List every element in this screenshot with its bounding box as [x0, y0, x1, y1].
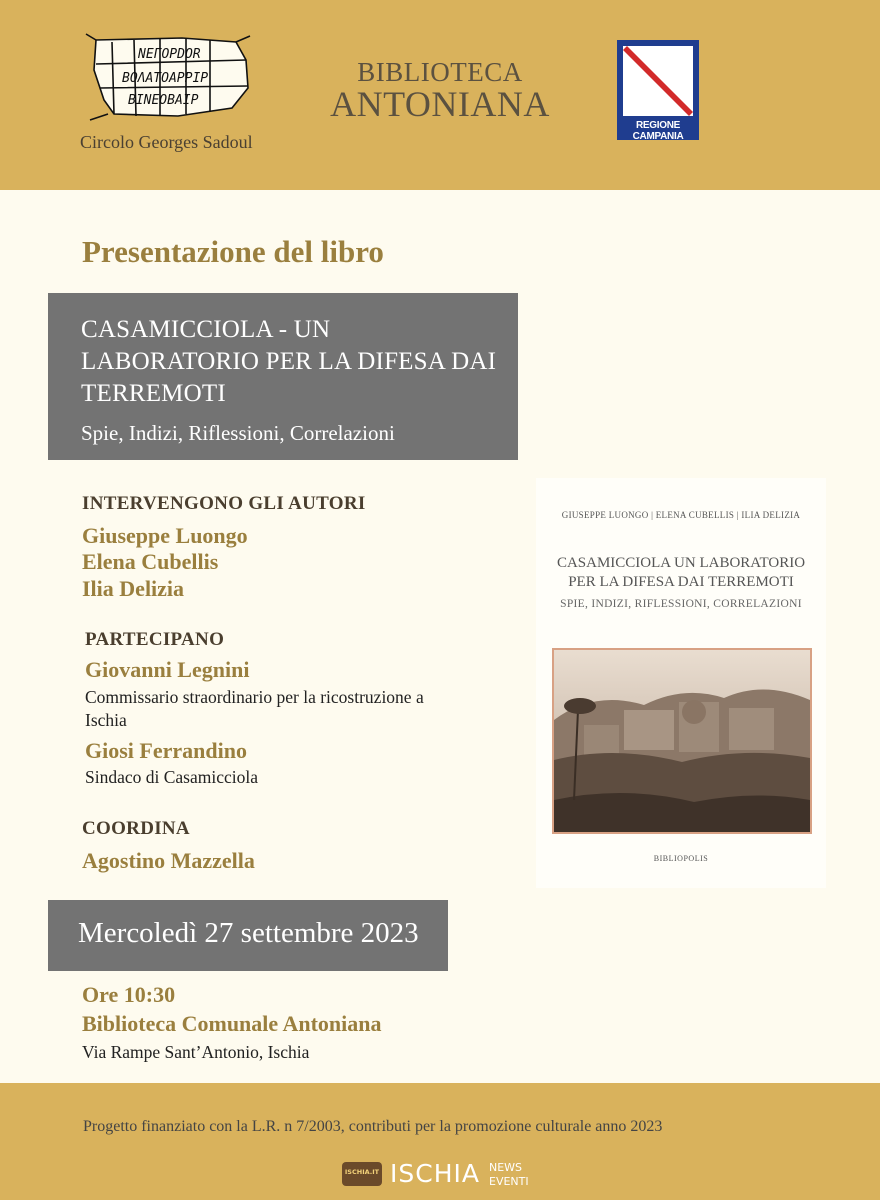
book-title: CASAMICCIOLA - UN LABORATORIO PER LA DIFESA DAI TERREMOTI	[81, 316, 497, 407]
engraving-illustration	[554, 650, 810, 832]
region-label: REGIONE CAMPANIA	[632, 120, 684, 142]
book-subtitle: Spie, Indizi, Riflessioni, Correlazioni	[81, 421, 395, 445]
library-title-line2: ANTONIANA	[330, 84, 550, 125]
cover-authors: GIUSEPPE LUONGO | ELENA CUBELLIS | ILIA DELIZIA	[561, 510, 801, 520]
author-name: Giuseppe Luongo	[82, 523, 248, 548]
logo-events-text: EVENTI	[489, 1175, 529, 1188]
book-title-box	[48, 293, 518, 460]
participant-name: Giosi Ferrandino	[85, 738, 247, 763]
badge-text: ISCHIA.IT	[344, 1168, 380, 1176]
event-venue: Biblioteca Comunale Antoniana	[82, 1011, 382, 1036]
book-cover	[536, 478, 826, 888]
coordinator-name: Agostino Mazzella	[82, 848, 255, 873]
participants-label: PARTECIPANO	[85, 629, 225, 650]
circolo-sadoul-logo	[82, 30, 254, 122]
logo-main-text: ISCHIA	[390, 1159, 480, 1188]
logo-line-2: BOΛATOAPPIP	[122, 71, 209, 86]
logo-news-text: NEWS	[489, 1161, 523, 1174]
event-address: Via Rampe Sant’Antonio, Ischia	[82, 1042, 310, 1062]
cover-title-line2: PER LA DIFESA DAI TERREMOTI	[568, 574, 794, 590]
event-date: Mercoledì 27 settembre 2023	[78, 917, 419, 949]
library-title	[300, 58, 580, 124]
author-name: Elena Cubellis	[82, 549, 219, 574]
cover-title-line1: CASAMICCIOLA UN LABORATORIO	[556, 555, 806, 571]
cover-publisher: BIBLIOPOLIS	[653, 854, 709, 863]
library-title-line1: BIBLIOTECA	[357, 57, 523, 87]
participant-role: Commissario straordinario per la ricostruzione a Ischia	[85, 687, 424, 730]
author-name: Ilia Delizia	[82, 576, 185, 601]
cover-subtitle: SPIE, INDIZI, RIFLESSIONI, CORRELAZIONI	[560, 598, 802, 610]
logo-line-1: NEΓOPDOR	[138, 47, 201, 62]
ischia-news-logo[interactable]	[342, 1158, 542, 1192]
funding-note: Progetto finanziato con la L.R. n 7/2003, contributi per la promozione culturale anno 2023	[83, 1118, 663, 1135]
page-heading: Presentazione del libro	[82, 234, 384, 269]
circle-name: Circolo Georges Sadoul	[80, 132, 253, 152]
logo-line-3: BINEOBAIP	[128, 93, 199, 108]
ischia-badge-icon	[342, 1162, 382, 1186]
cover-engraving-image	[552, 648, 812, 834]
participant-name: Giovanni Legnini	[85, 657, 250, 682]
authors-label: INTERVENGONO GLI AUTORI	[82, 493, 366, 514]
cover-title	[536, 554, 826, 592]
event-date-box	[48, 900, 448, 971]
event-time: Ore 10:30	[82, 982, 176, 1007]
coordinator-label: COORDINA	[82, 818, 190, 839]
regione-campania-emblem	[617, 40, 699, 140]
participant-role: Sindaco di Casamicciola	[85, 767, 259, 787]
